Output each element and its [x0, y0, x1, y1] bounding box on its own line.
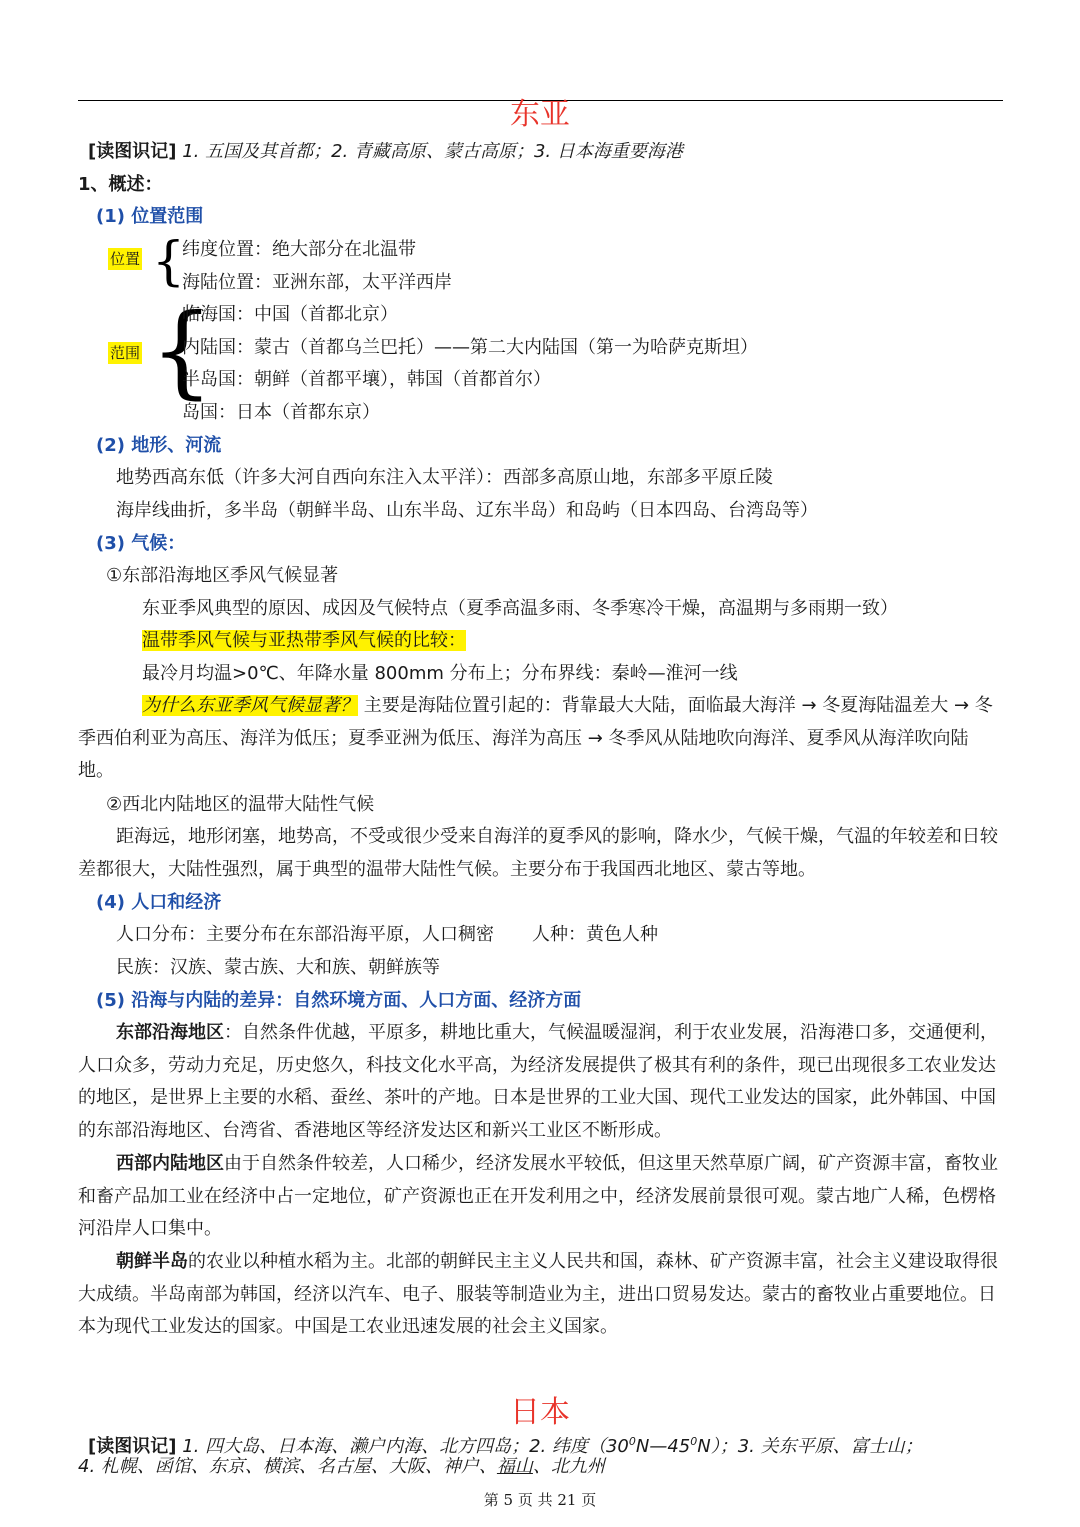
tag-position: 位置 — [110, 250, 141, 268]
climate-question: 为什么东亚季风气候显著？ — [142, 695, 358, 716]
west-inland-label: 西部内陆地区 — [116, 1153, 224, 1174]
reading-label: [读图识记] — [88, 141, 177, 162]
tag-range: 范围 — [110, 344, 141, 362]
climate-compare-highlight: 温带季风气候与亚热带季风气候的比较： — [142, 630, 466, 651]
japan-reading-c: N）；3. 关东平原、富士山； — [697, 1436, 923, 1457]
section-title-east-asia: 东亚 — [510, 97, 570, 132]
range-coastal: 临海国：中国（首都北京） — [182, 304, 398, 325]
japan-reading-label: [读图识记] — [88, 1436, 177, 1457]
east-coast-label: 东部沿海地区 — [116, 1022, 224, 1043]
climate-northwest-text: 距海远，地形闭塞，地势高，不受或很少受来自海洋的夏季风的影响，降水少，气候干燥，气温的年较差和日较差都很大，大陆性强烈，属于典型的温带大陆性气候。主要分布于我国西北地区、蒙古等地。 — [78, 826, 998, 880]
ethnic-groups: 民族：汉族、蒙古族、大和族、朝鲜族等 — [116, 957, 440, 978]
reading-text: 1. 五国及其首都；2. 青藏高原、蒙古高原；3. 日本海重要海港 — [182, 141, 683, 162]
heading-location: (1) 位置范围 — [96, 206, 204, 227]
terrain-line-1: 地势西高东低（许多大河自西向东注入太平洋）：西部多高原山地，东部多平原丘陵 — [116, 467, 773, 488]
heading-terrain: (2) 地形、河流 — [96, 435, 222, 456]
japan-sup-1: 0 — [628, 1435, 636, 1448]
japan-sup-2: 0 — [690, 1435, 698, 1448]
pos-land-sea: 海陆位置：亚洲东部，太平洋西岸 — [182, 272, 452, 293]
heading-differences: (5) 沿海与内陆的差异：自然环境方面、人口方面、经济方面 — [96, 990, 582, 1011]
climate-northwest: ②西北内陆地区的温带大陆性气候 — [106, 794, 375, 815]
climate-east: ①东部沿海地区季风气候显著 — [106, 565, 339, 586]
japan-reading-b: N—45 — [635, 1436, 691, 1457]
west-inland-text: 由于自然条件较差，人口稀少，经济发展水平较低，但这里天然草原广阔，矿产资源丰富，畜牧业和畜产品加工业在经济中占一定地位，矿产资源也正在开发利用之中，经济发展前景很可观。蒙古地广人稀，色楞格河沿岸人口集中。 — [78, 1153, 998, 1239]
climate-east-a: 东亚季风典型的原因、成因及气候特点（夏季高温多雨、冬季寒冷干燥，高温期与多雨期一致） — [142, 598, 898, 619]
population-text: 人口分布：主要分布在东部沿海平原，人口稠密 — [116, 924, 494, 945]
brace-position: { — [152, 232, 186, 292]
heading-population: (4) 人口和经济 — [96, 892, 222, 913]
climate-east-b — [142, 628, 466, 654]
japan-reading2-a: 4. 札幌、函馆、东京、横滨、名古屋、大阪、神户、 — [78, 1456, 497, 1477]
brace-range: { — [150, 292, 214, 409]
heading-climate: (3) 气候： — [96, 533, 186, 554]
overview-heading: 1、概述： — [78, 174, 163, 195]
reading-notes — [88, 139, 683, 165]
japan-reading-line-2 — [78, 1454, 605, 1480]
east-coast-text: ：自然条件优越，平原多，耕地比重大，气候温暖湿润，利于农业发展，沿海港口多，交通便利，人口众多，劳动力充足，历史悠久，科技文化水平高，为经济发展提供了极其有利的条件，现已出现很多工农业发达的地区，是世界上主要的水稻、蚕丝、茶叶的产地。日本是世界的工业大国、现代工业发达的国家，此外韩国、中国的东部沿海地区、台湾省、香港地区等经济发达区和新兴工业区不断形成。 — [78, 1022, 998, 1141]
east-coast-paragraph — [78, 1017, 1003, 1147]
climate-answer: 主要是海陆位置引起的：背靠最大大陆，面临最大海洋 → 冬夏海陆温差大 → 冬季西伯利亚为高压、海洋为低压；夏季亚洲为低压、海洋为高压 → 冬季风从陆地吹向海洋、夏季风从海洋吹向陆地。 — [78, 695, 993, 781]
japan-reading2-underlined: 福山 — [496, 1456, 533, 1477]
population-distribution — [116, 922, 658, 948]
japan-reading2-b: 、北九州 — [532, 1456, 605, 1477]
range-peninsula: 半岛国：朝鲜（首都平壤），韩国（首都首尔） — [182, 369, 551, 390]
climate-east-c: 最冷月均温>0℃、年降水量 800mm 分布上；分布界线：秦岭—淮河一线 — [142, 663, 738, 684]
pos-latitude: 纬度位置：绝大部分在北温带 — [182, 239, 416, 260]
range-inland: 内陆国：蒙古（首都乌兰巴托）——第二大内陆国（第一为哈萨克斯坦） — [182, 337, 758, 358]
terrain-line-2: 海岸线曲折，多半岛（朝鲜半岛、山东半岛、辽东半岛）和岛屿（日本四岛、台湾岛等） — [116, 500, 818, 521]
west-inland-paragraph — [78, 1148, 1003, 1246]
japan-reading-a: 1. 四大岛、日本海、濑户内海、北方四岛；2. 纬度（30 — [182, 1436, 629, 1457]
race-text: 人种：黄色人种 — [532, 924, 658, 945]
range-island: 岛国：日本（首都东京） — [182, 402, 380, 423]
climate-why-paragraph — [78, 690, 1003, 788]
page-footer: 第 5 页 共 21 页 — [483, 1491, 597, 1509]
section-title-japan: 日本 — [510, 1395, 570, 1430]
korea-label: 朝鲜半岛 — [116, 1251, 188, 1272]
korea-text: 的农业以种植水稻为主。北部的朝鲜民主主义人民共和国，森林、矿产资源丰富，社会主义建设取得很大成绩。半岛南部为韩国，经济以汽车、电子、服装等制造业为主，进出口贸易发达。蒙古的畜牧业占重要地位。日本为现代工业发达的国家。中国是工农业迅速发展的社会主义国家。 — [78, 1251, 998, 1337]
korea-paragraph — [78, 1246, 1003, 1344]
